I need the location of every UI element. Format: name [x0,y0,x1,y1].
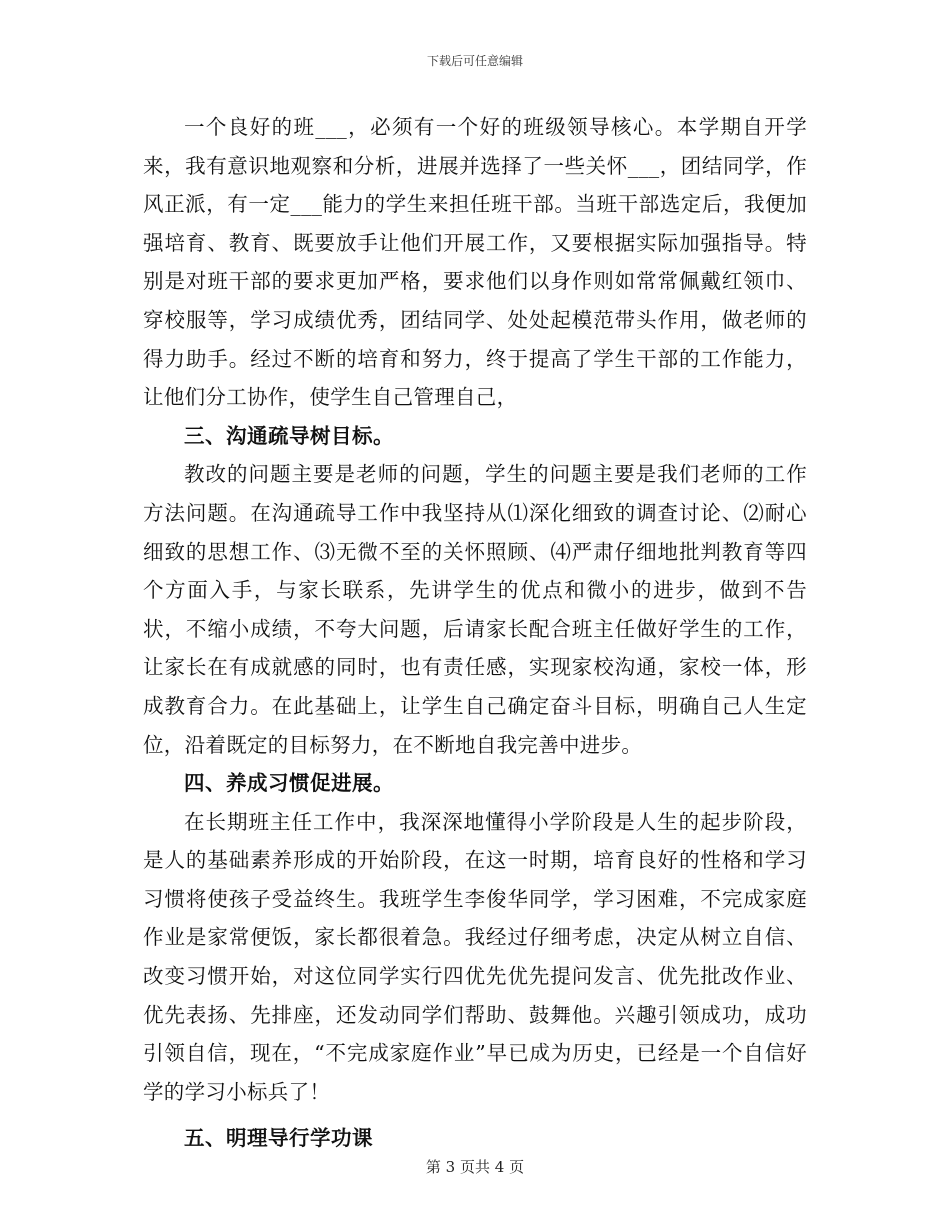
document-body [143,108,807,1158]
section-heading-3: 三、沟通疏导树目标。 [184,423,394,448]
paragraph-class-leadership: 一个良好的班___，必须有一个好的班级领导核心。本学期自开学来，我有意识地观察和分析，进展并选择了一些关怀___，团结同学，作风正派，有一定___能力的学生来担任班干部。当班干部选定后，我便加强培育、教育、既要放手让他们开展工作，又要根据实际加强指导。特别是对班干部的要求更加严格，要求他们以身作则如常常佩戴红领巾、穿校服等，学习成绩优秀，团结同学、处处起模范带头作用，做老师的得力助手。经过不断的培育和努力，终于提高了学生干部的工作能力，让他们分工协作，使学生自己管理自己， [143,115,807,410]
section-heading-4: 四、养成习惯促进展。 [184,771,394,796]
paragraph-habits: 在长期班主任工作中，我深深地懂得小学阶段是人生的起步阶段，是人的基础素养形成的开始阶段，在这一时期，培育良好的性格和学习习惯将使孩子受益终生。我班学生李俊华同学，学习困难，不完成家庭作业是家常便饭，家长都很着急。我经过仔细考虑，决定从树立自信、改变习惯开始，对这位同学实行四优先优先提问发言、优先批改作业、优先表扬、先排座，还发动同学们帮助、鼓舞他。兴趣引领成功，成功引领自信，现在，“不完成家庭作业”早已成为历史，已经是一个自信好学的学习小标兵了！ [143,809,807,1104]
paragraph-communication: 教改的问题主要是老师的问题，学生的问题主要是我们老师的工作方法问题。在沟通疏导工作中我坚持从⑴深化细致的调查讨论、⑵耐心细致的思想工作、⑶无微不至的关怀照顾、⑷严肃仔细地批判教育等四个方面入手，与家长联系，先讲学生的优点和微小的进步，做到不告状，不缩小成绩，不夸大问题，后请家长配合班主任做好学生的工作，让家长在有成就感的同时，也有责任感，实现家校沟通，家校一体，形成教育合力。在此基础上，让学生自己确定奋斗目标，明确自己人生定位，沿着既定的目标努力，在不断地自我完善中进步。 [143,462,807,757]
section-heading-5: 五、明理导行学功课 [184,1126,373,1151]
page-header: 下载后可任意编辑 [426,54,523,68]
page-footer: 第 3 页共 4 页 [425,1158,525,1176]
